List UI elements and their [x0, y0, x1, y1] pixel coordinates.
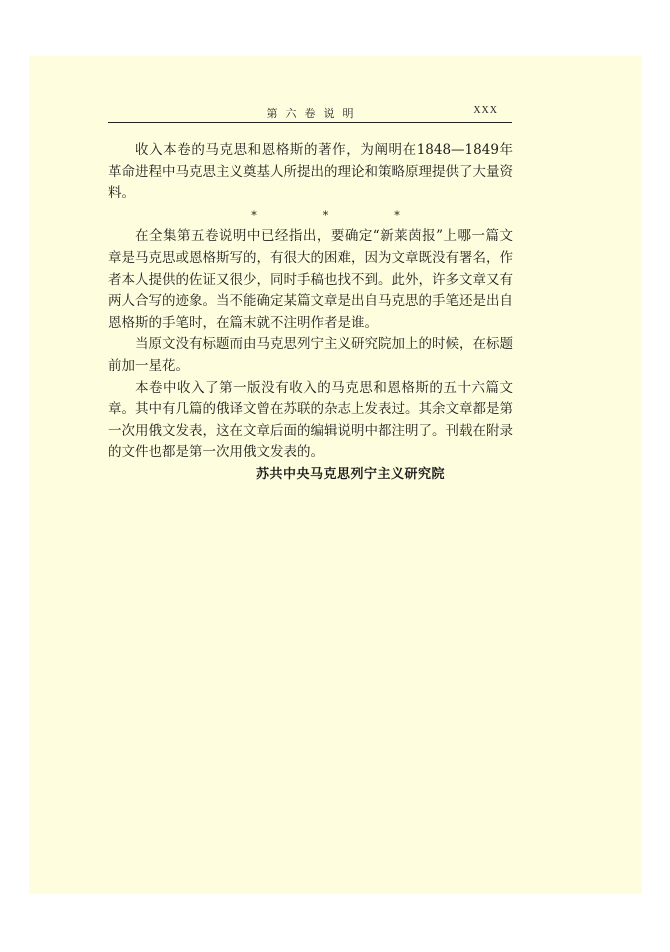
paragraph-1: 收入本卷的马克思和恩格斯的著作，为阐明在1848—1849年革命进程中马克思主义奠基人所提出的理论和策略原理提供了大量资料。: [108, 142, 513, 202]
document-body: [108, 140, 513, 486]
separator-star-2: *: [322, 208, 329, 222]
paragraph-2: 在全集第五卷说明中已经指出，要确定“新莱茵报”上哪一篇文章是马克思或恩格斯写的，有很大的困难，因为文章既没有署名，作者本人提供的佐证又很少，同时手稿也找不到。此外，许多文章又有两人合写的迹象。当不能确定某篇文章是出自马克思的手笔还是出自恩格斯的手笔时，在篇末就不注明作者是谁。: [108, 228, 513, 331]
paragraph-3: 当原文没有标题而由马克思列宁主义研究院加上的时候，在标题前加一星花。: [108, 336, 513, 374]
page-header: [108, 102, 512, 123]
signature: 苏共中央马克思列宁主义研究院: [255, 466, 445, 482]
section-separator: [108, 205, 513, 227]
paragraph-4: 本卷中收入了第一版没有收入的马克思和恩格斯的五十六篇文章。其中有几篇的俄译文曾在苏联的杂志上发表过。其余文章都是第一次用俄文发表，这在文章后面的编辑说明中都注明了。刊载在附录的文件也都是第一次用俄文发表的。: [108, 379, 513, 461]
header-title: 第六卷说明: [266, 107, 362, 120]
page-number: XXX: [473, 105, 498, 116]
separator-star-1: *: [251, 208, 257, 222]
separator-star-3: *: [394, 208, 400, 222]
